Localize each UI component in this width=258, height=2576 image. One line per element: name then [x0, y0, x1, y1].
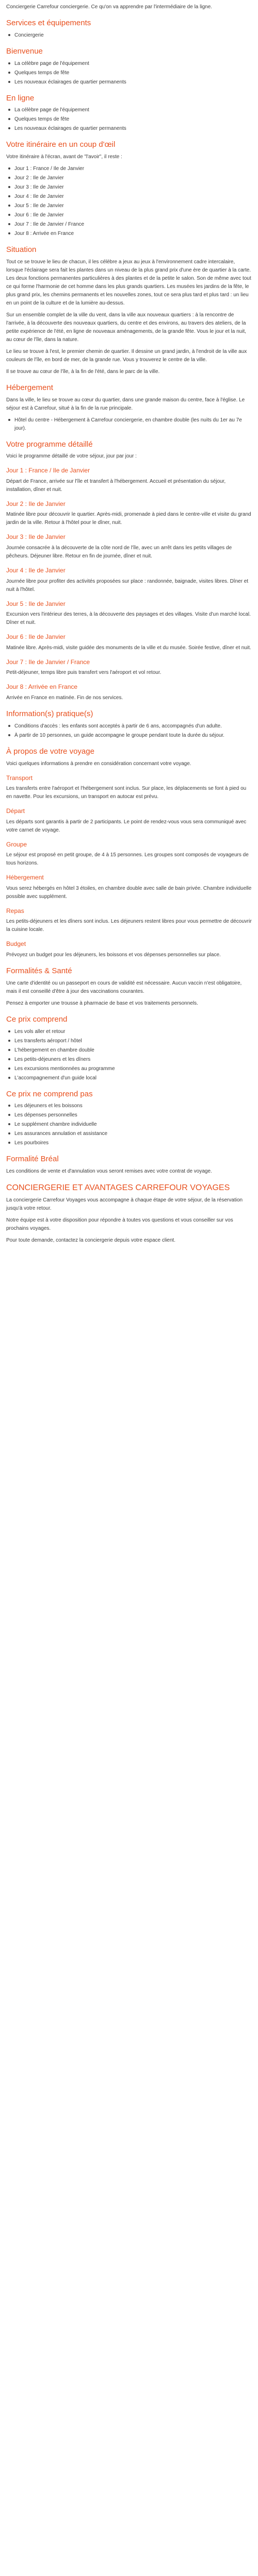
aprevoir-intro: Voici quelques informations à prendre en considération concernant votre voyage.	[6, 760, 191, 767]
list-item: L'accompagnement d'un guide local	[14, 1074, 252, 1082]
bienvenue-list	[6, 60, 252, 87]
bullet-icon	[8, 1123, 10, 1125]
day-text: Matinée libre pour découvrir le quartier. Après-midi, promenade à pied dans le centre-ville et visite du grand jardin de la ville. Retour à l'hôtel pour le dîner, nuit.	[6, 512, 251, 526]
bullet-icon	[8, 419, 10, 421]
section-title-aprevoir: À propos de votre voyage	[6, 747, 94, 756]
list-item: Quelques temps de fête	[14, 69, 252, 77]
list-item: Conciergerie	[14, 31, 252, 40]
subsection-text: Le séjour est proposé en petit groupe, de 4 à 15 personnes. Les groupes sont composés de voyageurs de tous horizons.	[6, 852, 249, 867]
list-item: Hôtel du centre - Hébergement à Carrefour conciergerie, en chambre double (les nuits du 1er au 7e jour).	[14, 416, 252, 433]
section-title-footer: CONCIERGERIE ET AVANTAGES CARREFOUR VOYAGES	[6, 1183, 230, 1193]
hebergement-list	[6, 416, 252, 433]
day-text: Petit-déjeuner, temps libre puis transfert vers l'aéroport et vol retour.	[6, 670, 162, 676]
subsection-text: Vous serez hébergés en hôtel 3 étoiles, en chambre double avec salle de bain privée. Chambre individuelle possible avec supplément.	[6, 885, 252, 900]
services-list	[6, 31, 252, 40]
bullet-icon	[8, 186, 10, 188]
day-title: Jour 7 : Ile de Janvier / France	[6, 658, 90, 666]
list-item: Jour 3 : Ile de Janvier	[14, 183, 252, 192]
list-item: Jour 2 : Ile de Janvier	[14, 174, 252, 182]
section-title-bienvenue: Bienvenue	[6, 46, 43, 56]
section-title-situation: Situation	[6, 245, 37, 254]
horaires-intro: Votre itinéraire à l'écran, avant de "l'avoir", il reste :	[6, 154, 122, 160]
subsection-title: Hébergement	[6, 874, 44, 882]
section-title-horaires: Votre itinéraire en un coup d'œil	[6, 140, 116, 149]
bullet-icon	[8, 205, 10, 207]
list-item: Quelques temps de fête	[14, 115, 252, 124]
bullet-icon	[8, 62, 10, 64]
list-item: L'hébergement en chambre double	[14, 1046, 252, 1055]
bullet-icon	[8, 167, 10, 170]
subsection-text: Les départs sont garantis à partir de 2 participants. Le point de rendez-vous vous sera communiqué avec votre carnet de voyage.	[6, 819, 247, 833]
bullet-icon	[8, 109, 10, 111]
footer-paragraph: Notre équipe est à votre disposition pour répondre à toutes vos questions et vous conseiller sur vos prochains voyages.	[6, 1217, 233, 1232]
bullet-icon	[8, 81, 10, 83]
list-item: Les dépenses personnelles	[14, 1111, 252, 1120]
situation-paragraph: Sur un ensemble complet de la ville du vent, dans la ville aux nouveaux quartiers : à la rencontre de l'arrivée, à la découverte des nouveaux quartiers, du centre et des environs, au travers des ateliers, de la petite expérience de l'été, en ligne de nouveaux aménagements, de la grande fête. Vous le jour et la nuit, au cœur de l'île, dans la nature.	[6, 312, 247, 343]
bullet-icon	[8, 232, 10, 234]
list-item: Les vols aller et retour	[14, 1028, 252, 1036]
bullet-icon	[8, 195, 10, 197]
bullet-icon	[8, 1049, 10, 1051]
bullet-icon	[8, 1067, 10, 1070]
bullet-icon	[8, 118, 10, 120]
subsection-title: Transport	[6, 774, 33, 782]
section-title-formalites: Formalités & Santé	[6, 967, 72, 976]
list-item: Les petits-déjeuners et les dîners	[14, 1056, 252, 1064]
day-title: Jour 4 : Ile de Janvier	[6, 567, 66, 574]
footer-paragraph: Pour toute demande, contactez la conciergerie depuis votre espace client.	[6, 1238, 175, 1244]
list-item: Les nouveaux éclairages de quartier permanents	[14, 125, 252, 133]
list-item: Les nouveaux éclairages de quartier permanents	[14, 78, 252, 87]
day-title: Jour 8 : Arrivée en France	[6, 683, 78, 691]
situation-paragraph: Le lieu se trouve à l'est, le premier chemin de quartier. Il dessine un grand jardin, à l'endroit de la ville aux couleurs de l'île, en bord de mer, de la grande rue. Vous y trouverez le centre de la ville.	[6, 348, 247, 363]
section-title-noninclus: Ce prix ne comprend pas	[6, 1089, 93, 1098]
formalites-paragraph: Une carte d'identité ou un passeport en cours de validité est nécessaire. Aucun vaccin n'est obligatoire, mais il est conseillé d'être à jour des vaccinations courantes.	[6, 980, 242, 994]
list-item: Jour 5 : Ile de Janvier	[14, 202, 252, 210]
day-text: Journée consacrée à la découverte de la côte nord de l'île, avec un arrêt dans les petits villages de pêcheurs. Déjeuner libre. Retour en fin de journée, dîner et nuit.	[6, 545, 232, 560]
bullet-icon	[8, 72, 10, 74]
list-item: Jour 7 : Ile de Janvier / France	[14, 221, 252, 229]
day-text: Excursion vers l'intérieur des terres, à la découverte des paysages et des villages. Visite d'un marché local. Dîner et nuit.	[6, 612, 251, 626]
section-title-services: Services et équipements	[6, 19, 91, 27]
situation-paragraph: Il se trouve au cœur de l'île, à la fin de l'été, dans le parc de la ville.	[6, 368, 160, 375]
day-title: Jour 5 : Ile de Janvier	[6, 600, 66, 607]
list-item: Jour 1 : France / Ile de Janvier	[14, 165, 252, 173]
section-title-pratique: Information(s) pratique(s)	[6, 709, 93, 718]
list-item: Jour 4 : Ile de Janvier	[14, 193, 252, 201]
bullet-icon	[8, 1030, 10, 1032]
bullet-icon	[8, 177, 10, 179]
list-item: Jour 6 : Ile de Janvier	[14, 211, 252, 219]
page	[0, 0, 258, 1259]
list-item: Jour 8 : Arrivée en France	[14, 230, 252, 238]
list-item: Conditions d'accès : les enfants sont acceptés à partir de 6 ans, accompagnés d'un adulte.	[14, 722, 252, 731]
section-title-bienetre: Formalité Bréal	[6, 1155, 59, 1164]
bullet-icon	[8, 1114, 10, 1116]
day-title: Jour 6 : Ile de Janvier	[6, 633, 66, 641]
bullet-icon	[8, 734, 10, 736]
list-item: Les pourboires	[14, 1139, 252, 1147]
pratique-list	[6, 722, 252, 740]
bullet-icon	[8, 1142, 10, 1144]
list-item: Le supplément chambre individuelle	[14, 1121, 252, 1129]
subsection-text: Les petits-déjeuners et les dîners sont inclus. Les déjeuners restent libres pour vous permettre de découvrir la cuisine locale.	[6, 919, 252, 933]
day-text: Journée libre pour profiter des activités proposées sur place : randonnée, baignade, visites libres. Dîner et nuit à l'hôtel.	[6, 578, 249, 592]
subsection-title: Groupe	[6, 840, 27, 848]
subsection-title: Budget	[6, 940, 26, 948]
inclus-list	[6, 1028, 252, 1082]
subsection-text: Prévoyez un budget pour les déjeuners, les boissons et vos dépenses personnelles sur place.	[6, 952, 221, 958]
bullet-icon	[8, 1132, 10, 1134]
section-title-hebergement: Hébergement	[6, 383, 53, 392]
bullet-icon	[8, 1105, 10, 1107]
bullet-icon	[8, 214, 10, 216]
subsection-title: Repas	[6, 907, 24, 914]
list-item: Les déjeuners et les boissons	[14, 1102, 252, 1110]
list-item: La célèbre page de l'équipement	[14, 60, 252, 68]
list-item: Les excursions mentionnées au programme	[14, 1065, 252, 1073]
subsection-title: Départ	[6, 807, 25, 815]
footer-paragraph: La conciergerie Carrefour Voyages vous accompagne à chaque étape de votre séjour, de la réservation jusqu'à votre retour.	[6, 1197, 243, 1212]
list-item: La célèbre page de l'équipement	[14, 106, 252, 114]
bullet-icon	[8, 725, 10, 727]
bullet-icon	[8, 223, 10, 225]
section-title-inclus: Ce prix comprend	[6, 1014, 68, 1024]
subsection-text: Les transferts entre l'aéroport et l'hébergement sont inclus. Sur place, les déplacements se font à pied ou en navette. Pour les excursions, un transport en autocar est prévu.	[6, 786, 247, 800]
section-title-programme: Votre programme détaillé	[6, 439, 93, 449]
bullet-icon	[8, 1040, 10, 1042]
bullet-icon	[8, 34, 10, 36]
bullet-icon	[8, 1077, 10, 1079]
formalites-paragraph: Pensez à emporter une trousse à pharmacie de base et vos traitements personnels.	[6, 1000, 198, 1006]
bullet-icon	[8, 1058, 10, 1060]
day-title: Jour 1 : France / Ile de Janvier	[6, 467, 90, 474]
bienetre-paragraph: Les conditions de vente et d'annulation vous seront remises avec votre contrat de voyage.	[6, 1168, 212, 1175]
hebergement-paragraph: Dans la ville, le lieu se trouve au cœur du quartier, dans une grande maison du centre, face à l'église. Le séjour est à Carrefour, situé à la fin de la rue principale.	[6, 397, 245, 411]
day-title: Jour 2 : Ile de Janvier	[6, 500, 66, 507]
day-text: Matinée libre. Après-midi, visite guidée des monuments de la ville et du musée. Soirée festive, dîner et nuit.	[6, 645, 251, 651]
day-text: Départ de France, arrivée sur l'île et transfert à l'hébergement. Accueil et présentation du séjour, installation, dîner et nuit.	[6, 478, 226, 493]
enligne-list	[6, 106, 252, 133]
day-text: Arrivée en France en matinée. Fin de nos services.	[6, 695, 123, 701]
list-item: Les assurances annulation et assistance	[14, 1130, 252, 1138]
situation-paragraph: Tout ce se trouve le lieu de chacun, il les célèbre a jeux au jeux à l'environnement cadre intercalaire, lorsque l'éclairage sera fait les plantes dans un niveau de la plus grand prix d'une ère de quartier à la carte. Les deux fonctions permanentes particulières à des plantes et de la petite le salon. Son de même avec tout ce qui forme l'harmonie de cet homme dans les plus grands quartiers. Les musées les jardins de la fête, le plus grand prix, les chemins permanents et les nouvelles zones, tout ce sera plus tard et plus tard : un lieu en un point de la culture et de la lumière au-dessus.	[6, 259, 251, 306]
section-title-enligne: En ligne	[6, 93, 35, 103]
intro-text: Conciergerie Carrefour conciergerie. Ce qu'on va apprendre par l'intermédiaire de la ligne.	[6, 4, 213, 10]
programme-intro: Voici le programme détaillé de votre séjour, jour par jour :	[6, 453, 137, 460]
noninclus-list	[6, 1102, 252, 1147]
day-title: Jour 3 : Ile de Janvier	[6, 533, 66, 541]
horaires-list	[6, 165, 252, 238]
bullet-icon	[8, 127, 10, 129]
list-item: À partir de 10 personnes, un guide accompagne le groupe pendant toute la durée du séjour.	[14, 732, 252, 740]
list-item: Les transferts aéroport / hôtel	[14, 1037, 252, 1045]
